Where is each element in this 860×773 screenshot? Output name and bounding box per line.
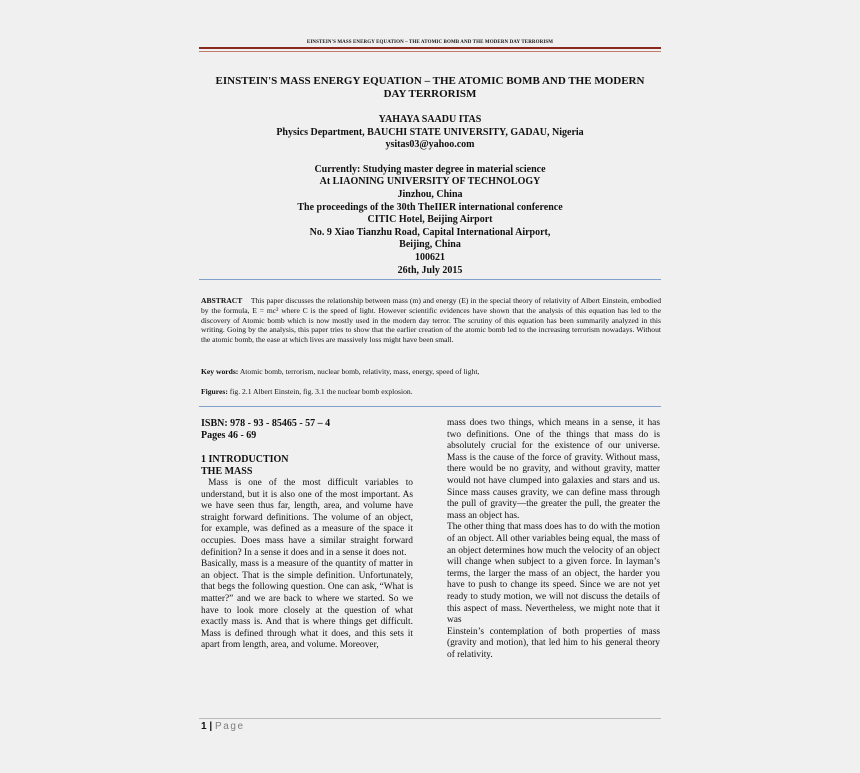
- current-line: 100621: [415, 251, 445, 263]
- body-paragraph: mass does two things, which means in a sense, it has two definitions. One of the things that mass do is absolutely crucial for the existence of our universe. Mass is the cause of the force of gravity. Without mass, there would be no gravity, and without gravity, matter would not have clumped into galaxies and stars and us. Since mass causes gravity, we can define mass through the pull of gravity—the greater the pull, the greater the mass an object has.: [447, 418, 660, 521]
- body-paragraph: Basically, mass is a measure of the quantity of matter in an object. That is the simple definition. Unfortunately, that begs the following question. One can ask, “What is matter?” and we are back to where we started. So we have to look more closely at the question of what exactly mass is. And that is where things get difficult. Mass is defined through what it does, and this sets it apart from length, area, and volume. Moreover,: [201, 559, 413, 651]
- abstract-label: ABSTRACT: [201, 296, 243, 305]
- figures-text: fig. 2.1 Albert Einstein, fig. 3.1 the nuclear bomb explosion.: [229, 387, 413, 396]
- author-name: YAHAYA SAADU ITAS: [378, 114, 482, 125]
- body-paragraph: The other thing that mass does has to do with the motion of an object. All other variables being equal, the mass of an object determines how much the velocity of an object will change when subject to a given force. In layman’s terms, the larger the mass of an object, the harder you have to push to change its speed. Since we are not yet ready to study motion, we will not discuss the details of this aspect of mass. Nevertheless, we might note that it was: [447, 522, 660, 626]
- current-line: No. 9 Xiao Tianzhu Road, Capital International Airport,: [309, 226, 551, 238]
- figures-list: [201, 387, 661, 397]
- section-heading: 1 INTRODUCTION: [201, 454, 289, 465]
- paper-page: [173, 0, 687, 773]
- current-line: At LIAONING UNIVERSITY OF TECHNOLOGY: [319, 176, 541, 188]
- isbn: ISBN: 978 - 93 - 85465 - 57 – 4: [201, 418, 331, 429]
- author-block: [203, 114, 657, 277]
- keywords: [201, 367, 661, 377]
- current-line: Beijing, China: [399, 239, 461, 251]
- figures-label: Figures:: [201, 387, 228, 396]
- left-column: [201, 418, 416, 652]
- keywords-label: Key words:: [201, 367, 239, 376]
- current-line: 26th, July 2015: [397, 264, 463, 276]
- abstract: [201, 296, 661, 345]
- abstract-text: This paper discusses the relationship between mass (m) and energy (E) in the special theory of relativity of Albert Einstein, embodied by the formula, E = mc² where C is the speed of light. However scientific evidences have shown that the analysis of this equation has led to the discovery of Atomic bomb which is now mostly used in the modern day terror. The scrutiny of this equation has been summarily analyzed in this writing. Going by the analysis, this paper tries to show that the earlier creation of the atomic bomb led to the increasing terrorism nowadays. Without the atomic bomb, the ease at which lives are massively loss might have been small.: [201, 296, 661, 345]
- body-paragraph: Mass is one of the most difficult variables to understand, but it is also one of the most important. As we have seen thus far, length, area, and volume have straight forward definitions. The volume of an object, for example, was defined as a measure of the space it occupies. Does mass have a similar straight forward definition? In a sense it does and in a sense it does not.: [201, 478, 416, 558]
- right-column: [447, 418, 660, 661]
- header-rule: [199, 47, 661, 49]
- pages-range: Pages 46 - 69: [201, 430, 257, 441]
- section-rule-2: [199, 406, 661, 407]
- author-affiliation: Physics Department, BAUCHI STATE UNIVERSITY, GADAU, Nigeria: [276, 126, 584, 138]
- subsection-heading: THE MASS: [201, 466, 253, 477]
- header-rule-thin: [199, 51, 661, 52]
- page-footer: [201, 721, 245, 732]
- footer-rule: [199, 718, 661, 719]
- footer-separator: |: [209, 721, 213, 732]
- running-head: EINSTEIN'S MASS ENERGY EQUATION – THE ATOMIC BOMB AND THE MODERN DAY TERRORISM: [306, 40, 554, 45]
- paper-title: EINSTEIN'S MASS ENERGY EQUATION – THE ATOMIC BOMB AND THE MODERN DAY TERRORISM: [215, 75, 645, 100]
- author-email: ysitas03@yahoo.com: [385, 139, 475, 151]
- current-line: CITIC Hotel, Beijing Airport: [367, 214, 493, 226]
- page-label: Page: [214, 721, 245, 732]
- section-rule: [199, 279, 661, 280]
- page-number: 1: [201, 721, 207, 732]
- current-line: Jinzhou, China: [397, 188, 463, 200]
- body-paragraph: Einstein’s contemplation of both properties of mass (gravity and motion), that led him to his general theory of relativity.: [447, 626, 660, 660]
- current-line: The proceedings of the 30th TheIIER international conference: [297, 201, 563, 213]
- current-line: Currently: Studying master degree in material science: [314, 163, 546, 175]
- keywords-text: Atomic bomb, terrorism, nuclear bomb, relativity, mass, energy, speed of light,: [239, 367, 480, 376]
